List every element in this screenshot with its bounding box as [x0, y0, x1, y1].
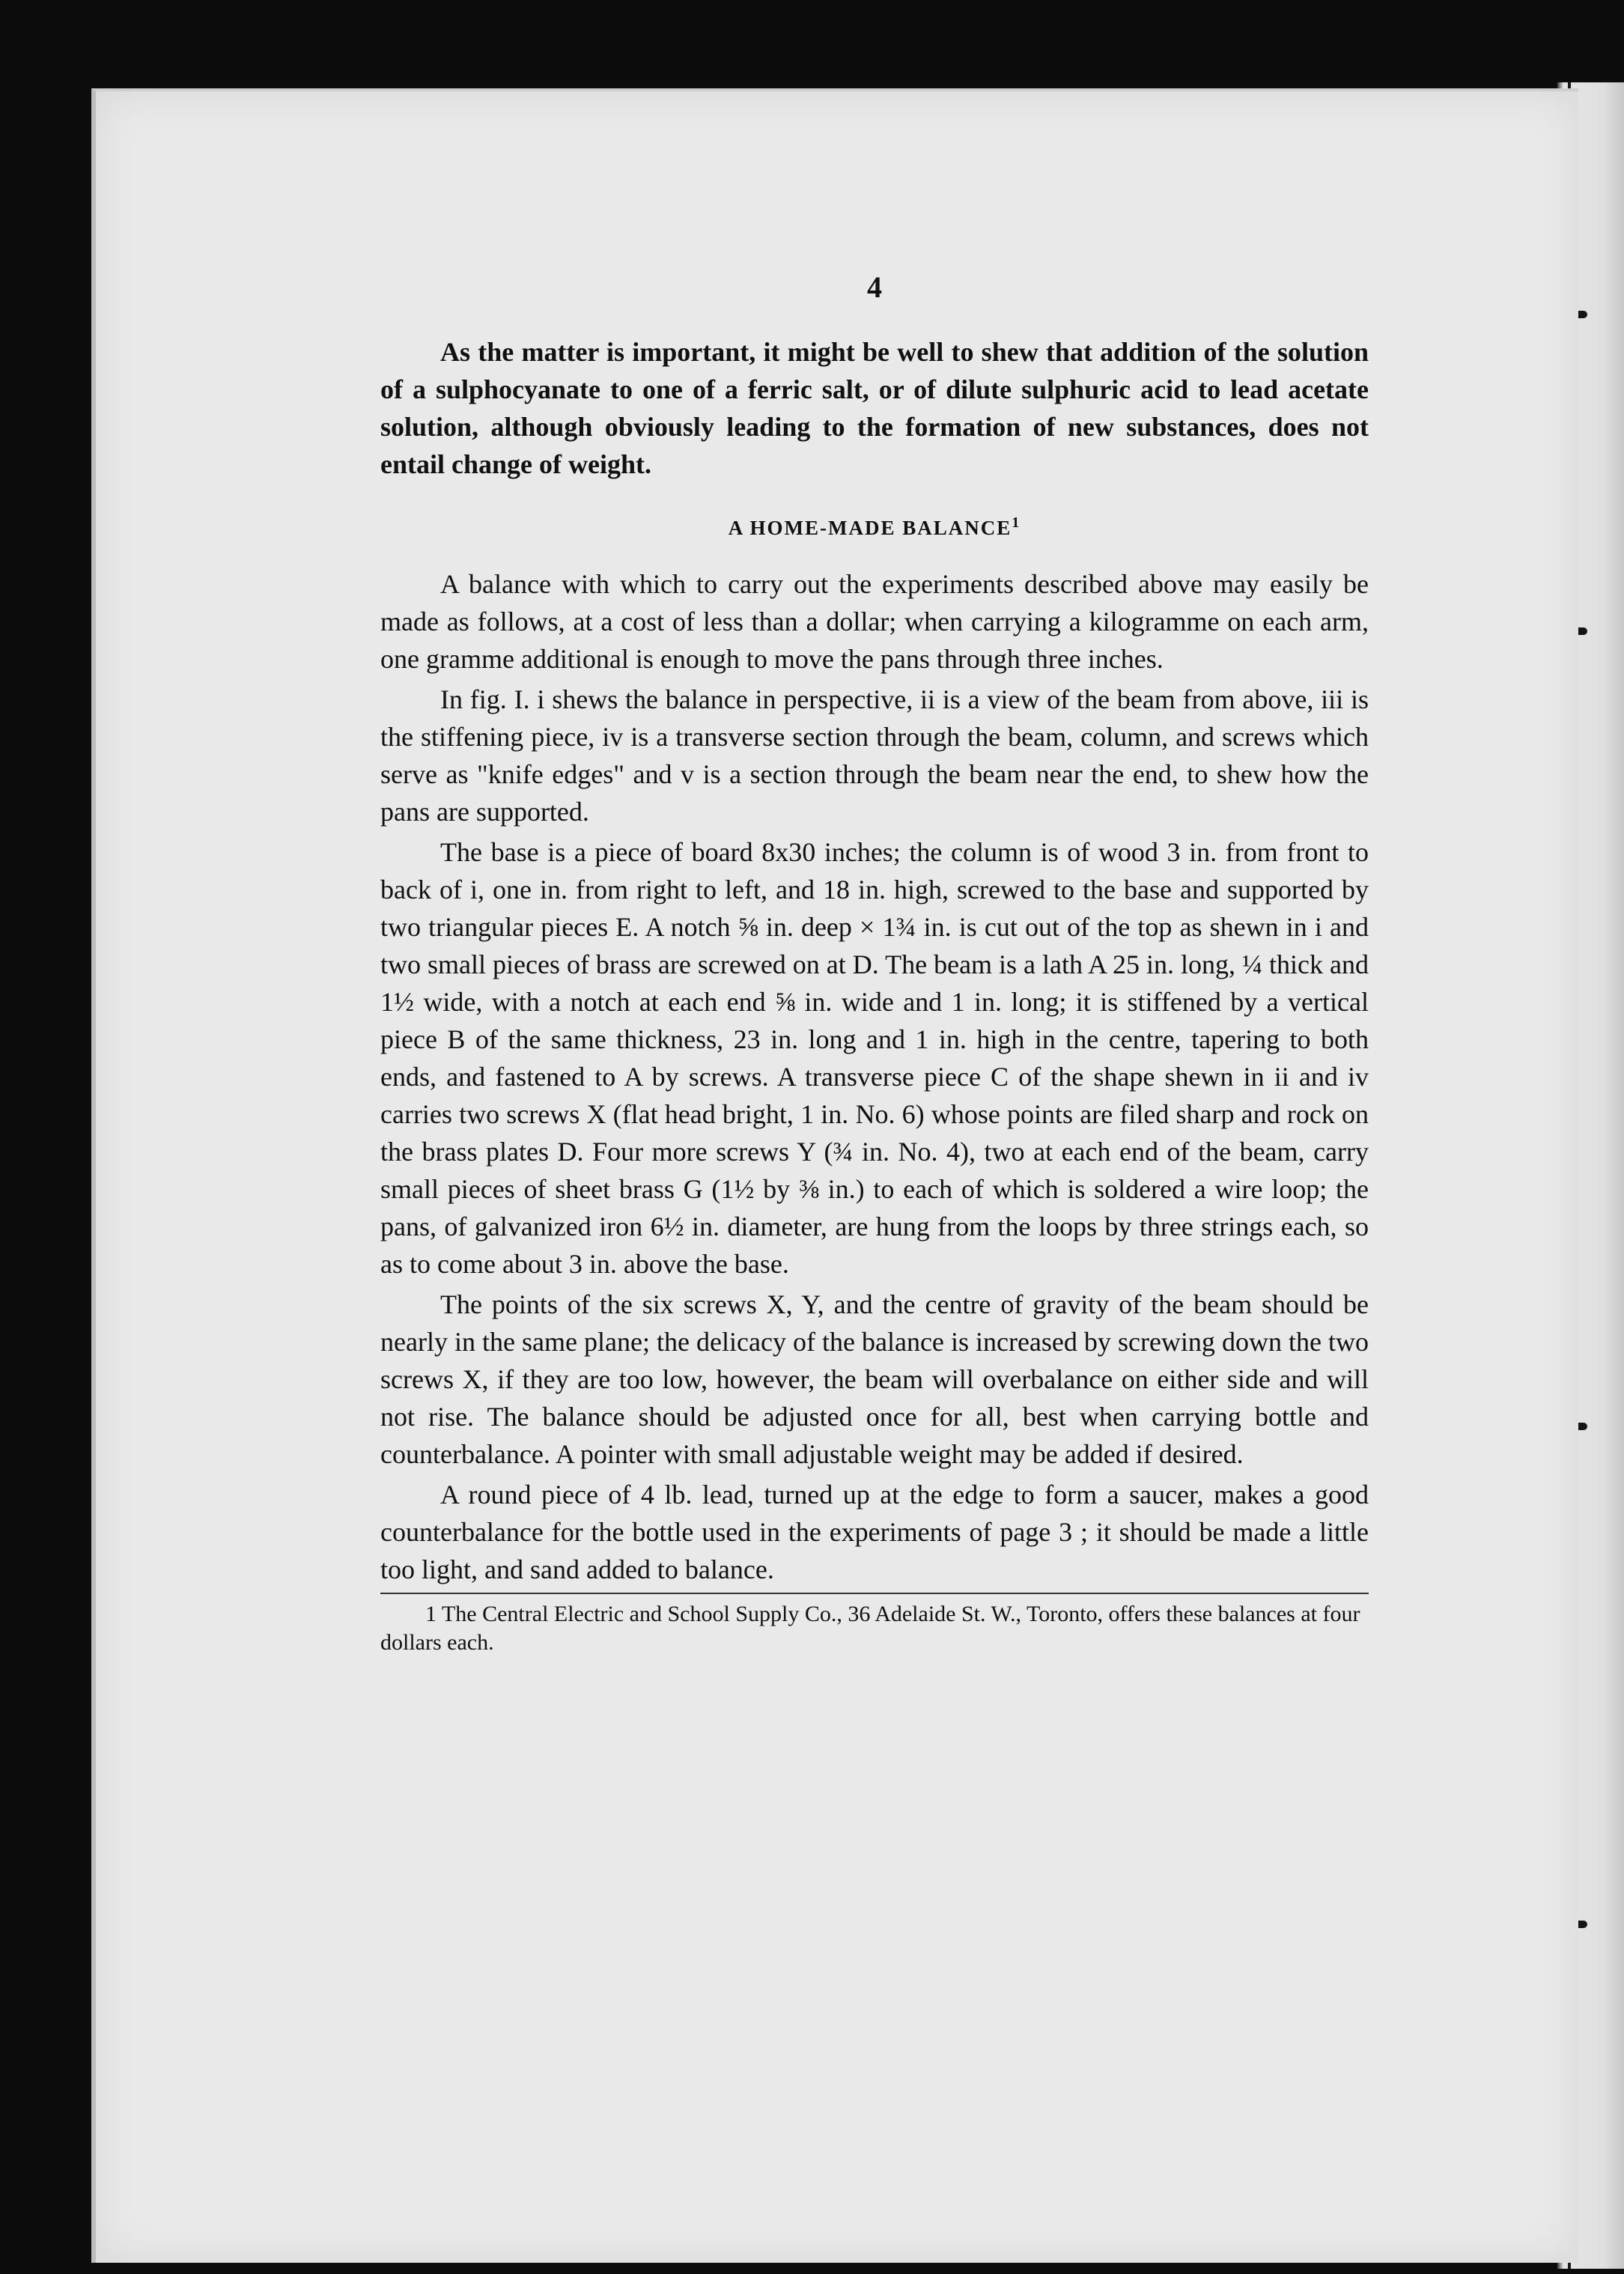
section-heading	[380, 514, 1369, 540]
section-heading-text: A HOME-MADE BALANCE	[728, 517, 1012, 539]
footnote-marker: 1	[1012, 514, 1021, 531]
page-content	[380, 270, 1369, 1657]
page-number: 4	[867, 270, 882, 304]
footnote: 1 The Central Electric and School Supply Co., 36 Adelaide St. W., Toronto, offers these balances at four dollars each.	[380, 1602, 1360, 1655]
body-paragraph: In fig. I. i shews the balance in perspective, ii is a view of the beam from above, iii is the stiffening piece, iv is a transverse section through the beam, column, and screws which serve as "knife edges" and v is a section through the beam near the end, to shew how the pans are supported.	[380, 684, 1369, 827]
body-paragraph: The base is a piece of board 8x30 inches; the column is of wood 3 in. from front to back of i, one in. from right to left, and 18 in. high, screwed to the base and supported by two triangular pieces E. A notch ⅝ in. deep × 1¾ in. is cut out of the top as shewn in i and two small pieces of brass are screwed on at D. The beam is a lath A 25 in. long, ¼ thick and 1½ wide, with a notch at each end ⅝ in. wide and 1 in. long; it is stiffened by a vertical piece B of the same thickness, 23 in. long and 1 in. high in the centre, tapering to both ends, and fastened to A by screws. A transverse piece C of the shape shewn in ii and iv carries two screws X (flat head bright, 1 in. No. 6) whose points are filed sharp and rock on the brass plates D. Four more screws Y (¾ in. No. 4), two at each end of the beam, carry small pieces of sheet brass G (1½ by ⅜ in.) to each of which is soldered a wire loop; the pans, of galvanized iron 6½ in. diameter, are hung from the loops by three strings each, so as to come about 3 in. above the base.	[380, 837, 1369, 1279]
body-paragraph: A round piece of 4 lb. lead, turned up at the edge to form a saucer, makes a good counterbalance for the bottle used in the experiments of page 3 ; it should be made a little too light, and sand added to balance.	[380, 1480, 1369, 1584]
body-paragraph: The points of the six screws X, Y, and the centre of gravity of the beam should be nearly in the same plane; the delicacy of the balance is increased by screwing down the two screws X, if they are too low, however, the beam will overbalance on either side and will not rise. The balance should be adjusted once for all, best when carrying bottle and counterbalance. A pointer with small adjustable weight may be added if desired.	[380, 1289, 1369, 1469]
footnote-rule	[380, 1593, 1369, 1594]
intro-paragraph: As the matter is important, it might be well to shew that addition of the solution of a sulphocyanate to one of a ferric salt, or of dilute sulphuric acid to lead acetate solution, although obviously leading to the formation of new substances, does not entail change of weight.	[380, 337, 1369, 479]
body-paragraph: A balance with which to carry out the experiments described above may easily be made as follows, at a cost of less than a dollar; when carrying a kilogramme on each arm, one gramme additional is enough to move the pans through three inches.	[380, 569, 1369, 674]
